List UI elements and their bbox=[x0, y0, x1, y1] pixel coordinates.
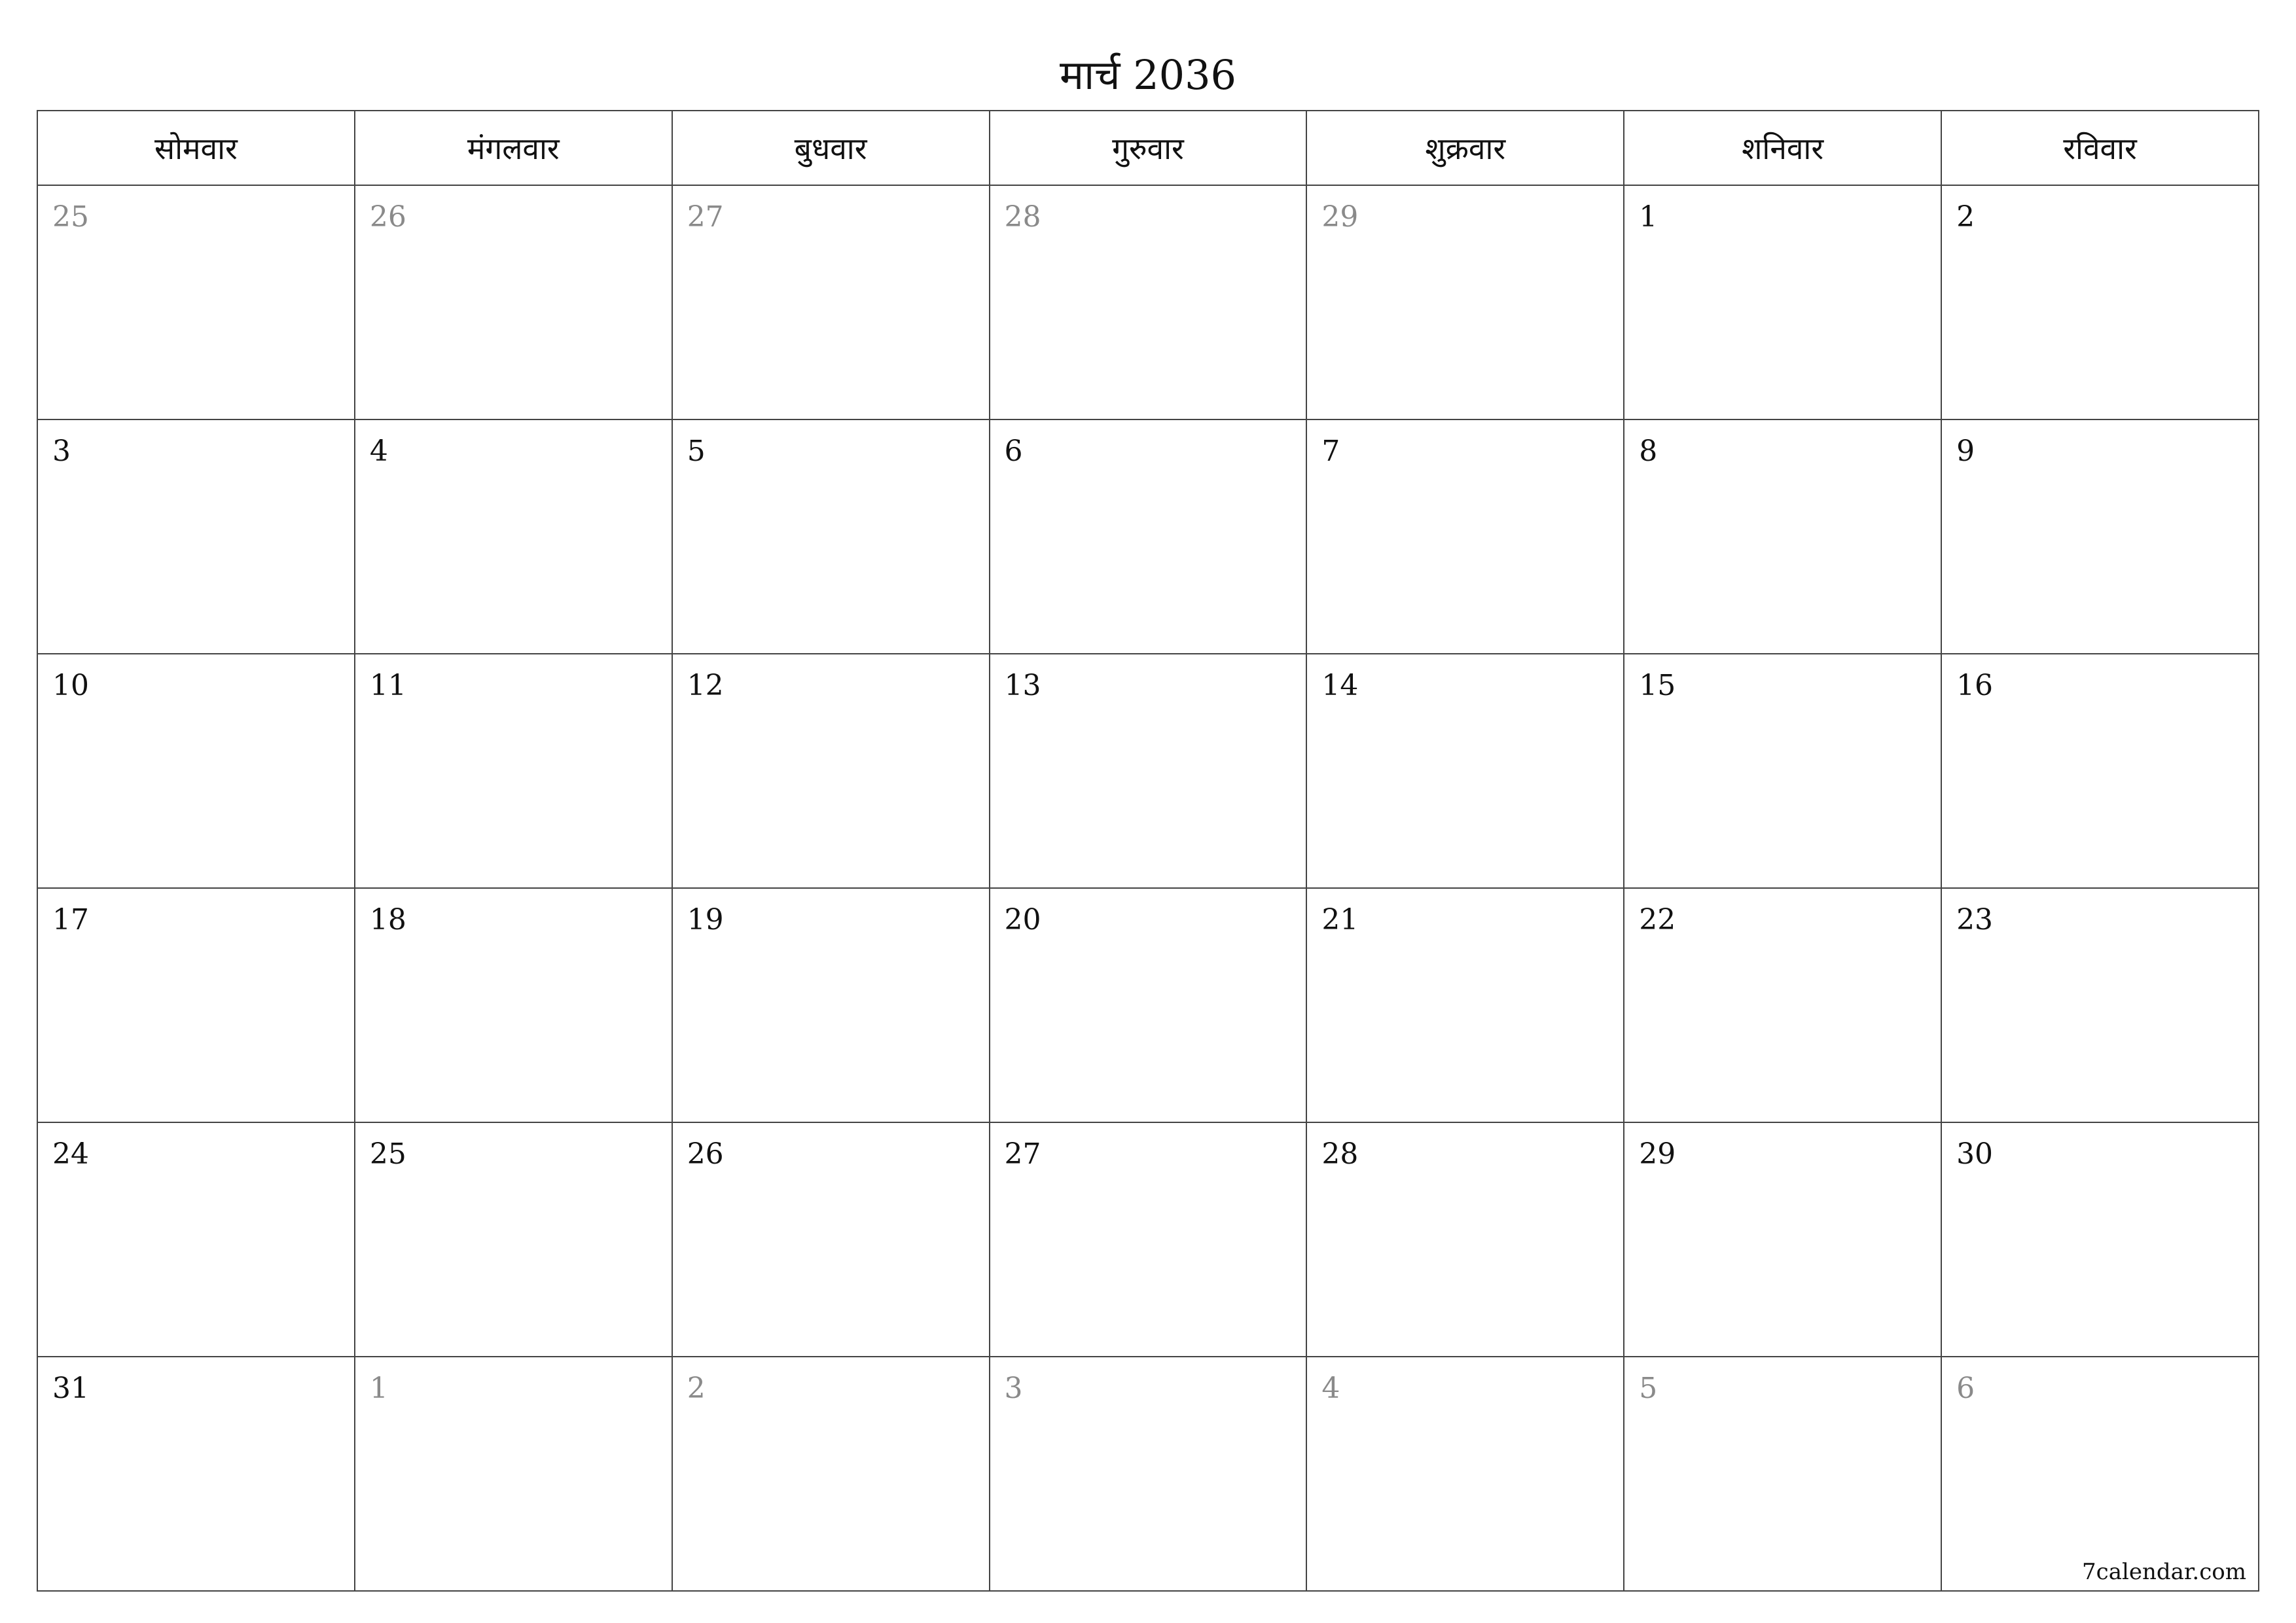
day-cell bbox=[1941, 419, 2259, 654]
day-cell bbox=[990, 1357, 1307, 1591]
day-cell bbox=[672, 1357, 990, 1591]
day-cell bbox=[990, 654, 1307, 888]
week-row bbox=[37, 1357, 2259, 1591]
weekday-header-sunday: रविवार bbox=[1941, 111, 2259, 185]
day-cell bbox=[990, 419, 1307, 654]
day-number: 3 bbox=[52, 435, 71, 468]
day-number: 30 bbox=[1956, 1137, 1994, 1171]
day-number: 24 bbox=[52, 1137, 89, 1171]
day-cell bbox=[355, 185, 672, 419]
day-number: 19 bbox=[687, 903, 724, 936]
day-number: 10 bbox=[52, 669, 89, 702]
day-number: 9 bbox=[1956, 435, 1975, 468]
day-cell bbox=[37, 1122, 355, 1357]
day-cell bbox=[990, 1122, 1307, 1357]
day-number: 5 bbox=[1639, 1372, 1658, 1405]
weekday-header-monday: सोमवार bbox=[37, 111, 355, 185]
day-cell bbox=[1306, 1357, 1624, 1591]
day-cell bbox=[37, 419, 355, 654]
day-cell bbox=[1306, 1122, 1624, 1357]
day-number: 13 bbox=[1004, 669, 1041, 702]
day-cell bbox=[1624, 654, 1941, 888]
day-number: 28 bbox=[1321, 1137, 1359, 1171]
day-cell bbox=[1306, 419, 1624, 654]
day-cell bbox=[1624, 1357, 1941, 1591]
day-cell bbox=[1306, 888, 1624, 1122]
day-cell bbox=[1624, 1122, 1941, 1357]
day-cell bbox=[355, 654, 672, 888]
day-cell bbox=[355, 1122, 672, 1357]
day-cell bbox=[37, 654, 355, 888]
weekday-header-wednesday: बुधवार bbox=[672, 111, 990, 185]
day-number: 7 bbox=[1321, 435, 1340, 468]
day-cell bbox=[1624, 185, 1941, 419]
day-number: 31 bbox=[52, 1372, 89, 1405]
week-row bbox=[37, 888, 2259, 1122]
day-cell bbox=[37, 1357, 355, 1591]
day-cell bbox=[1941, 888, 2259, 1122]
day-cell bbox=[990, 185, 1307, 419]
day-number: 27 bbox=[1004, 1137, 1041, 1171]
day-cell bbox=[1941, 654, 2259, 888]
day-cell bbox=[672, 185, 990, 419]
day-number: 5 bbox=[687, 435, 706, 468]
day-number: 16 bbox=[1956, 669, 1994, 702]
weekday-header-row bbox=[37, 111, 2259, 185]
weekday-header-tuesday: मंगलवार bbox=[355, 111, 672, 185]
week-row bbox=[37, 419, 2259, 654]
page-title: मार्च 2036 bbox=[1060, 51, 1236, 99]
day-cell bbox=[1306, 654, 1624, 888]
day-cell bbox=[1306, 185, 1624, 419]
day-number: 22 bbox=[1639, 903, 1676, 936]
day-number: 3 bbox=[1004, 1372, 1023, 1405]
day-number: 26 bbox=[687, 1137, 724, 1171]
day-number: 25 bbox=[52, 200, 89, 234]
day-number: 14 bbox=[1321, 669, 1359, 702]
watermark-link[interactable]: 7calendar.com bbox=[2082, 1559, 2246, 1585]
day-number: 25 bbox=[369, 1137, 406, 1171]
day-number: 29 bbox=[1639, 1137, 1676, 1171]
day-number: 18 bbox=[369, 903, 406, 936]
day-number: 26 bbox=[369, 200, 406, 234]
day-cell bbox=[355, 1357, 672, 1591]
day-number: 29 bbox=[1321, 200, 1359, 234]
weekday-header-thursday: गुरुवार bbox=[990, 111, 1307, 185]
day-number: 4 bbox=[1321, 1372, 1340, 1405]
day-number: 8 bbox=[1639, 435, 1658, 468]
day-number: 4 bbox=[369, 435, 388, 468]
day-number: 15 bbox=[1639, 669, 1676, 702]
day-cell bbox=[672, 419, 990, 654]
day-number: 28 bbox=[1004, 200, 1041, 234]
weekday-header-saturday: शनिवार bbox=[1624, 111, 1941, 185]
day-number: 1 bbox=[369, 1372, 388, 1405]
day-cell bbox=[672, 888, 990, 1122]
day-number: 1 bbox=[1639, 200, 1658, 234]
calendar-grid bbox=[37, 110, 2259, 1592]
day-number: 6 bbox=[1004, 435, 1023, 468]
day-cell bbox=[672, 1122, 990, 1357]
day-number: 2 bbox=[687, 1372, 706, 1405]
day-cell bbox=[355, 888, 672, 1122]
week-row bbox=[37, 1122, 2259, 1357]
day-number: 11 bbox=[369, 669, 406, 702]
day-cell bbox=[1624, 419, 1941, 654]
day-cell bbox=[990, 888, 1307, 1122]
week-row bbox=[37, 654, 2259, 888]
day-cell bbox=[37, 185, 355, 419]
day-cell bbox=[355, 419, 672, 654]
day-cell bbox=[1941, 1357, 2259, 1591]
day-cell bbox=[1941, 185, 2259, 419]
day-number: 20 bbox=[1004, 903, 1041, 936]
day-number: 21 bbox=[1321, 903, 1359, 936]
week-row bbox=[37, 185, 2259, 419]
weekday-header-friday: शुक्रवार bbox=[1306, 111, 1624, 185]
day-cell bbox=[672, 654, 990, 888]
day-number: 6 bbox=[1956, 1372, 1975, 1405]
day-number: 27 bbox=[687, 200, 724, 234]
day-number: 2 bbox=[1956, 200, 1975, 234]
day-number: 17 bbox=[52, 903, 89, 936]
day-cell bbox=[37, 888, 355, 1122]
day-cell bbox=[1624, 888, 1941, 1122]
day-number: 12 bbox=[687, 669, 724, 702]
day-number: 23 bbox=[1956, 903, 1994, 936]
day-cell bbox=[1941, 1122, 2259, 1357]
